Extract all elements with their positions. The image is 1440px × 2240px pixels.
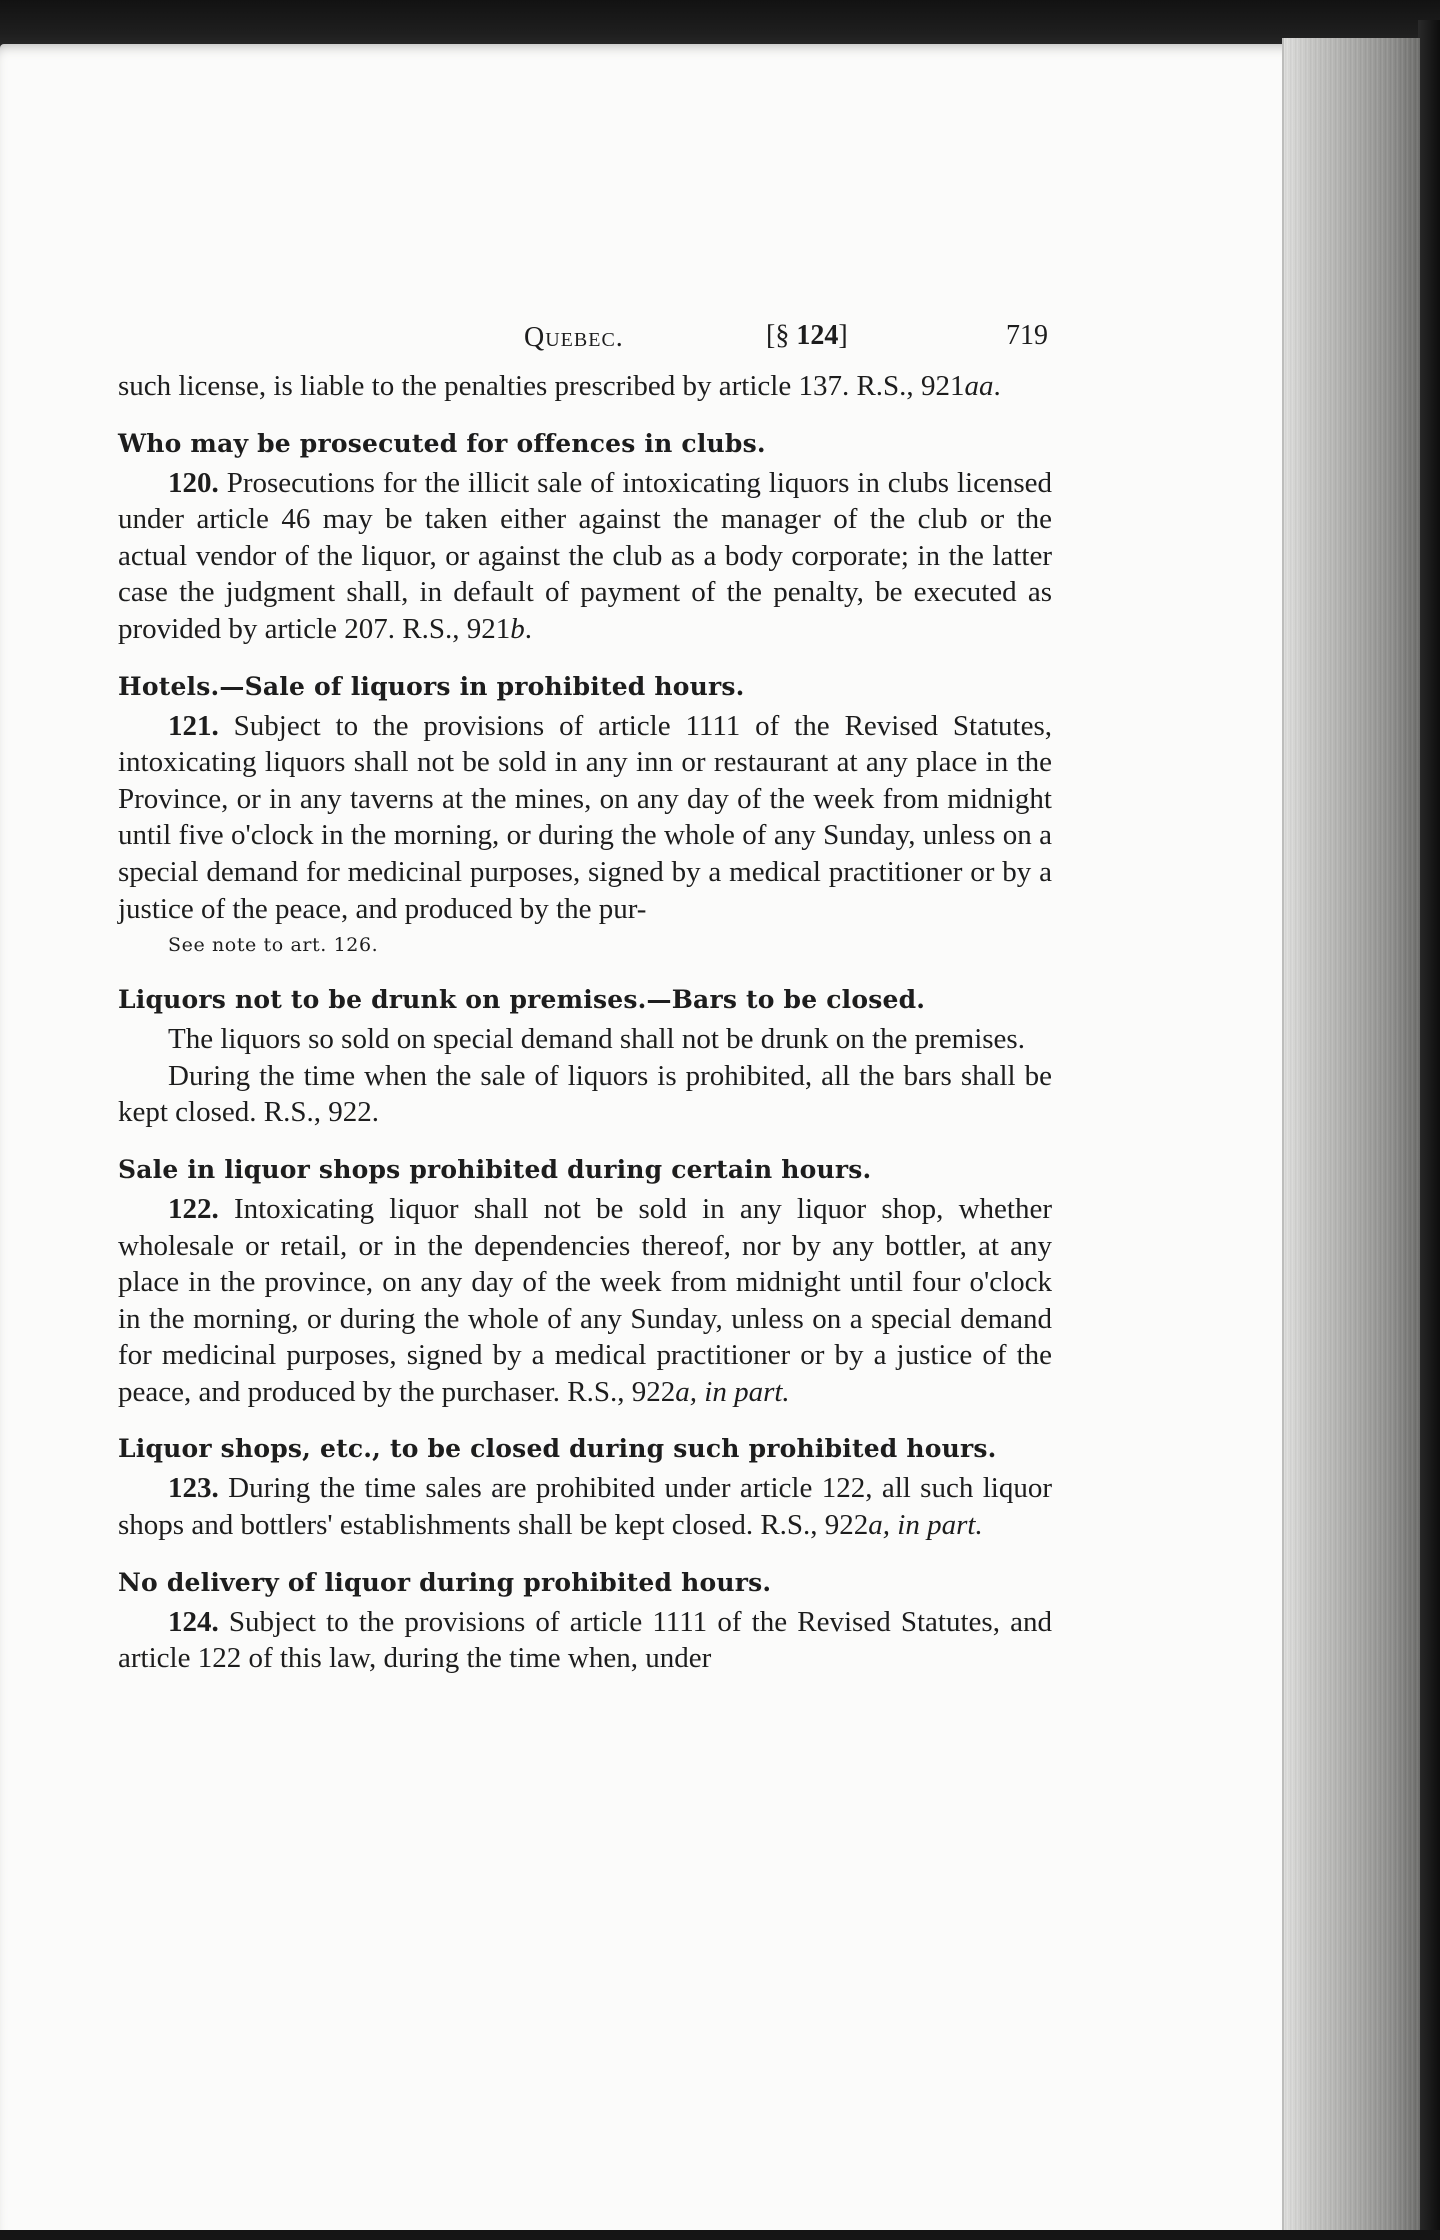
section-heading: Hotels.—Sale of liquors in prohibited hours. bbox=[118, 671, 745, 701]
article-ref-italic: a, in part. bbox=[868, 1509, 983, 1542]
scan-background-right bbox=[1418, 20, 1440, 2240]
continuation-end: . bbox=[993, 370, 1001, 402]
article-number: 120. bbox=[168, 466, 219, 499]
section-number: 124 bbox=[796, 320, 839, 351]
article-120 bbox=[118, 465, 1052, 648]
section-heading: Who may be prosecuted for offences in clubs. bbox=[118, 428, 766, 458]
article-text: Subject to the provisions of article 1111 of the Revised Statutes, intoxicating liquors shall not be sold in any inn or restaurant at any place in the Province, or in any taverns at the mines, on any day of the week from midnight until five o'clock in the morning, or during the whole of any Sunday, unless on a special demand for medicinal purposes, signed by a medical practitioner or by a justice of the peace, and produced by the pur- bbox=[118, 709, 1052, 925]
continuation-ref-italic: aa bbox=[964, 370, 994, 402]
article-123 bbox=[118, 1470, 1052, 1543]
footnote: See note to art. 126. bbox=[168, 934, 379, 957]
running-head bbox=[118, 312, 1052, 362]
article-number: 124. bbox=[168, 1605, 219, 1638]
page-number: 719 bbox=[1006, 320, 1048, 351]
article-ref: 921 bbox=[466, 612, 511, 645]
scan-background-bottom bbox=[0, 2230, 1440, 2240]
section-heading: Liquor shops, etc., to be closed during such prohibited hours. bbox=[118, 1434, 997, 1464]
scan-background-top bbox=[0, 0, 1440, 50]
continuation-text: such license, is liable to the penalties prescribed by article 137. R.S., bbox=[118, 370, 921, 402]
article-ref-italic: b bbox=[510, 612, 525, 645]
page-text bbox=[118, 312, 1052, 1677]
section-heading: No delivery of liquor during prohibited hours. bbox=[118, 1567, 772, 1597]
article-number: 123. bbox=[168, 1472, 219, 1505]
article-text: Intoxicating liquor shall not be sold in any liquor shop, whether wholesale or retail, or in the dependencies thereof, nor by any bottler, at any place in the province, on any day of the week from midnight until four o'clock in the morning, or during the whole of any Sunday, unless on a special demand for medicinal purposes, signed by a medical practitioner or by a justice of the peace, and produced by the purchaser. R.S., 922 bbox=[118, 1192, 1052, 1408]
section-bracket-close: ] bbox=[838, 320, 848, 351]
article-number: 121. bbox=[168, 709, 219, 742]
paragraph: During the time when the sale of liquors is prohibited, all the bars shall be kept closed. R.S., 922. bbox=[118, 1059, 1052, 1129]
continuation-ref: 921 bbox=[920, 370, 965, 402]
paragraph: The liquors so sold on special demand shall not be drunk on the premises. bbox=[168, 1023, 1025, 1056]
section-heading: Liquors not to be drunk on premises.—Bars to be closed. bbox=[118, 985, 926, 1015]
article-end: . bbox=[524, 612, 533, 645]
article-122 bbox=[118, 1191, 1052, 1411]
article-ref-italic: a, in part. bbox=[675, 1375, 790, 1408]
article-text: During the time sales are prohibited under article 122, all such liquor shops and bottlers' establishments shall be kept closed. R.S., 922 bbox=[118, 1472, 1052, 1542]
section-heading: Sale in liquor shops prohibited during certain hours. bbox=[118, 1154, 872, 1184]
section-bracket-open: [§ bbox=[766, 320, 790, 351]
running-head-section bbox=[766, 320, 848, 352]
article-number: 122. bbox=[168, 1192, 219, 1225]
article-text: Subject to the provisions of article 1111 of the Revised Statutes, and article 122 of this law, during the time when, under bbox=[118, 1605, 1052, 1675]
article-124 bbox=[118, 1604, 1052, 1677]
continuation-paragraph bbox=[118, 368, 1052, 405]
article-text: Prosecutions for the illicit sale of intoxicating liquors in clubs licensed under article 46 may be taken either against the manager of the club or the actual vendor of the liquor, or against the club as a body corporate; in the latter case the judgment shall, in default of payment of the penalty, be executed as provided by article 207. R.S., bbox=[118, 466, 1052, 645]
page-stack-edge bbox=[1282, 38, 1420, 2230]
running-head-title: Quebec. bbox=[524, 322, 624, 353]
article-121 bbox=[118, 708, 1052, 928]
